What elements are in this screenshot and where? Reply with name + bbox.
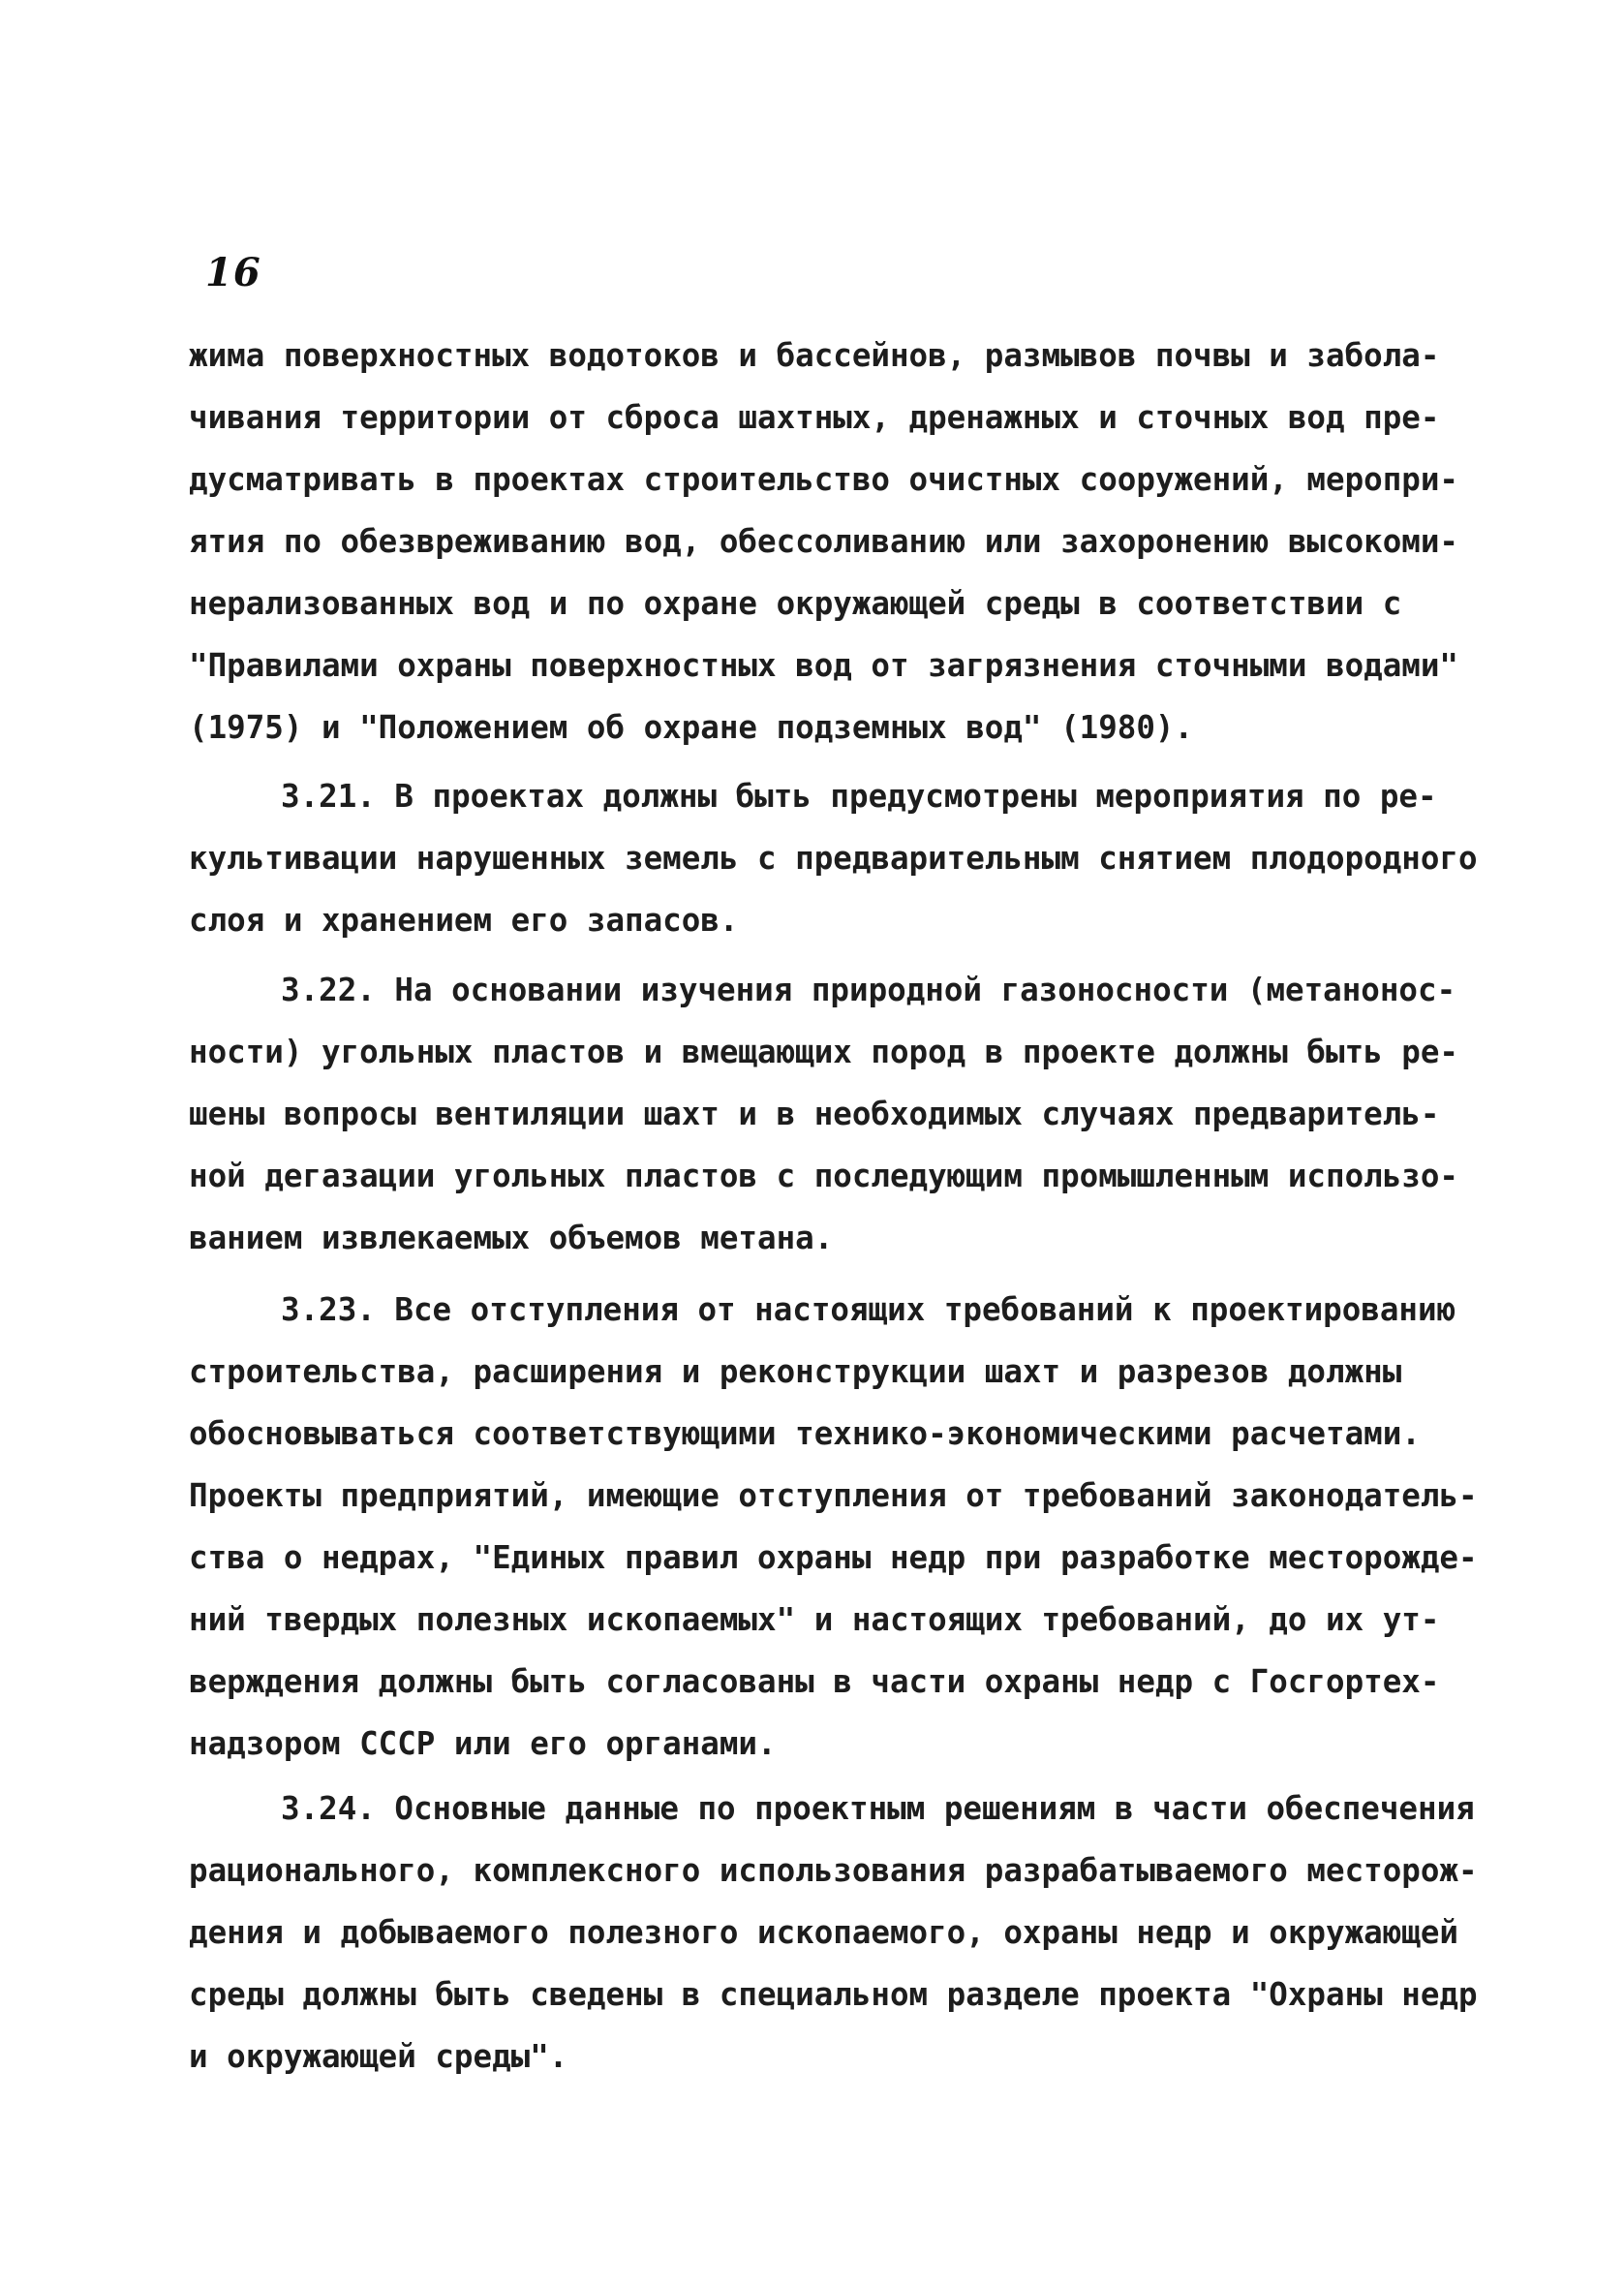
text-line: ванием извлекаемых объемов метана. [189, 1220, 834, 1256]
text-line: ятия по обезвреживанию вод, обессоливанию или захоронению высокоми- [189, 523, 1458, 560]
text-line: слоя и хранением его запасов. [189, 902, 739, 939]
text-line: жима поверхностных водотоков и бассейнов, размывов почвы и забола- [189, 337, 1440, 374]
text-line: нерализованных вод и по охране окружающей среды в соответствии с [189, 585, 1402, 622]
text-line: "Правилами охраны поверхностных вод от загрязнения сточными водами" [189, 647, 1458, 684]
text-line: дусматривать в проектах строительство очистных сооружений, меропри- [189, 461, 1458, 498]
text-line: шены вопросы вентиляции шахт и в необходимых случаях предваритель- [189, 1096, 1440, 1132]
text-line: ности) угольных пластов и вмещающих пород в проекте должны быть ре- [189, 1034, 1458, 1070]
text-line: дения и добываемого полезного ископаемого, охраны недр и окружающей [189, 1914, 1458, 1951]
text-line: 3.24. Основные данные по проектным решениям в части обеспечения [281, 1790, 1475, 1827]
text-line: рационального, комплексного использования разрабатываемого месторож- [189, 1852, 1478, 1889]
paragraph-3-24 [189, 1778, 1478, 2087]
text-line: 3.21. В проектах должны быть предусмотрены мероприятия по ре- [281, 778, 1437, 815]
text-line: ной дегазации угольных пластов с последующим промышленным использо- [189, 1158, 1458, 1194]
text-line: культивации нарушенных земель с предварительным снятием плодородного [189, 840, 1478, 877]
paragraph-continuation [189, 325, 1467, 758]
text-line: обосновываться соответствующими технико-экономическими расчетами. [189, 1415, 1421, 1452]
text-line: чивания территории от сброса шахтных, дренажных и сточных вод пре- [189, 399, 1440, 436]
text-line: и окружающей среды". [189, 2038, 568, 2075]
text-line: Проекты предприятий, имеющие отступления от требований законодатель- [189, 1477, 1478, 1514]
paragraph-3-23 [189, 1279, 1478, 1775]
text-line: ства о недрах, "Единых правил охраны недр при разработке месторожде- [189, 1539, 1478, 1576]
text-line: 3.22. На основании изучения природной газоносности (метанонос- [281, 972, 1456, 1008]
text-line: надзором СССР или его органами. [189, 1725, 777, 1762]
text-line: 3.23. Все отступления от настоящих требований к проектированию [281, 1291, 1456, 1328]
text-line: (1975) и "Положением об охране подземных вод" (1980). [189, 709, 1194, 746]
text-line: верждения должны быть согласованы в части охраны недр с Госгортех- [189, 1663, 1440, 1700]
paragraph-3-22 [189, 959, 1467, 1269]
paragraph-3-21 [189, 765, 1478, 951]
page-number: 16 [205, 250, 261, 295]
text-line: строительства, расширения и реконструкции шахт и разрезов должны [189, 1353, 1402, 1390]
text-line: ний твердых полезных ископаемых" и настоящих требований, до их ут- [189, 1601, 1440, 1638]
text-line: среды должны быть сведены в специальном разделе проекта "Охраны недр [189, 1976, 1478, 2013]
